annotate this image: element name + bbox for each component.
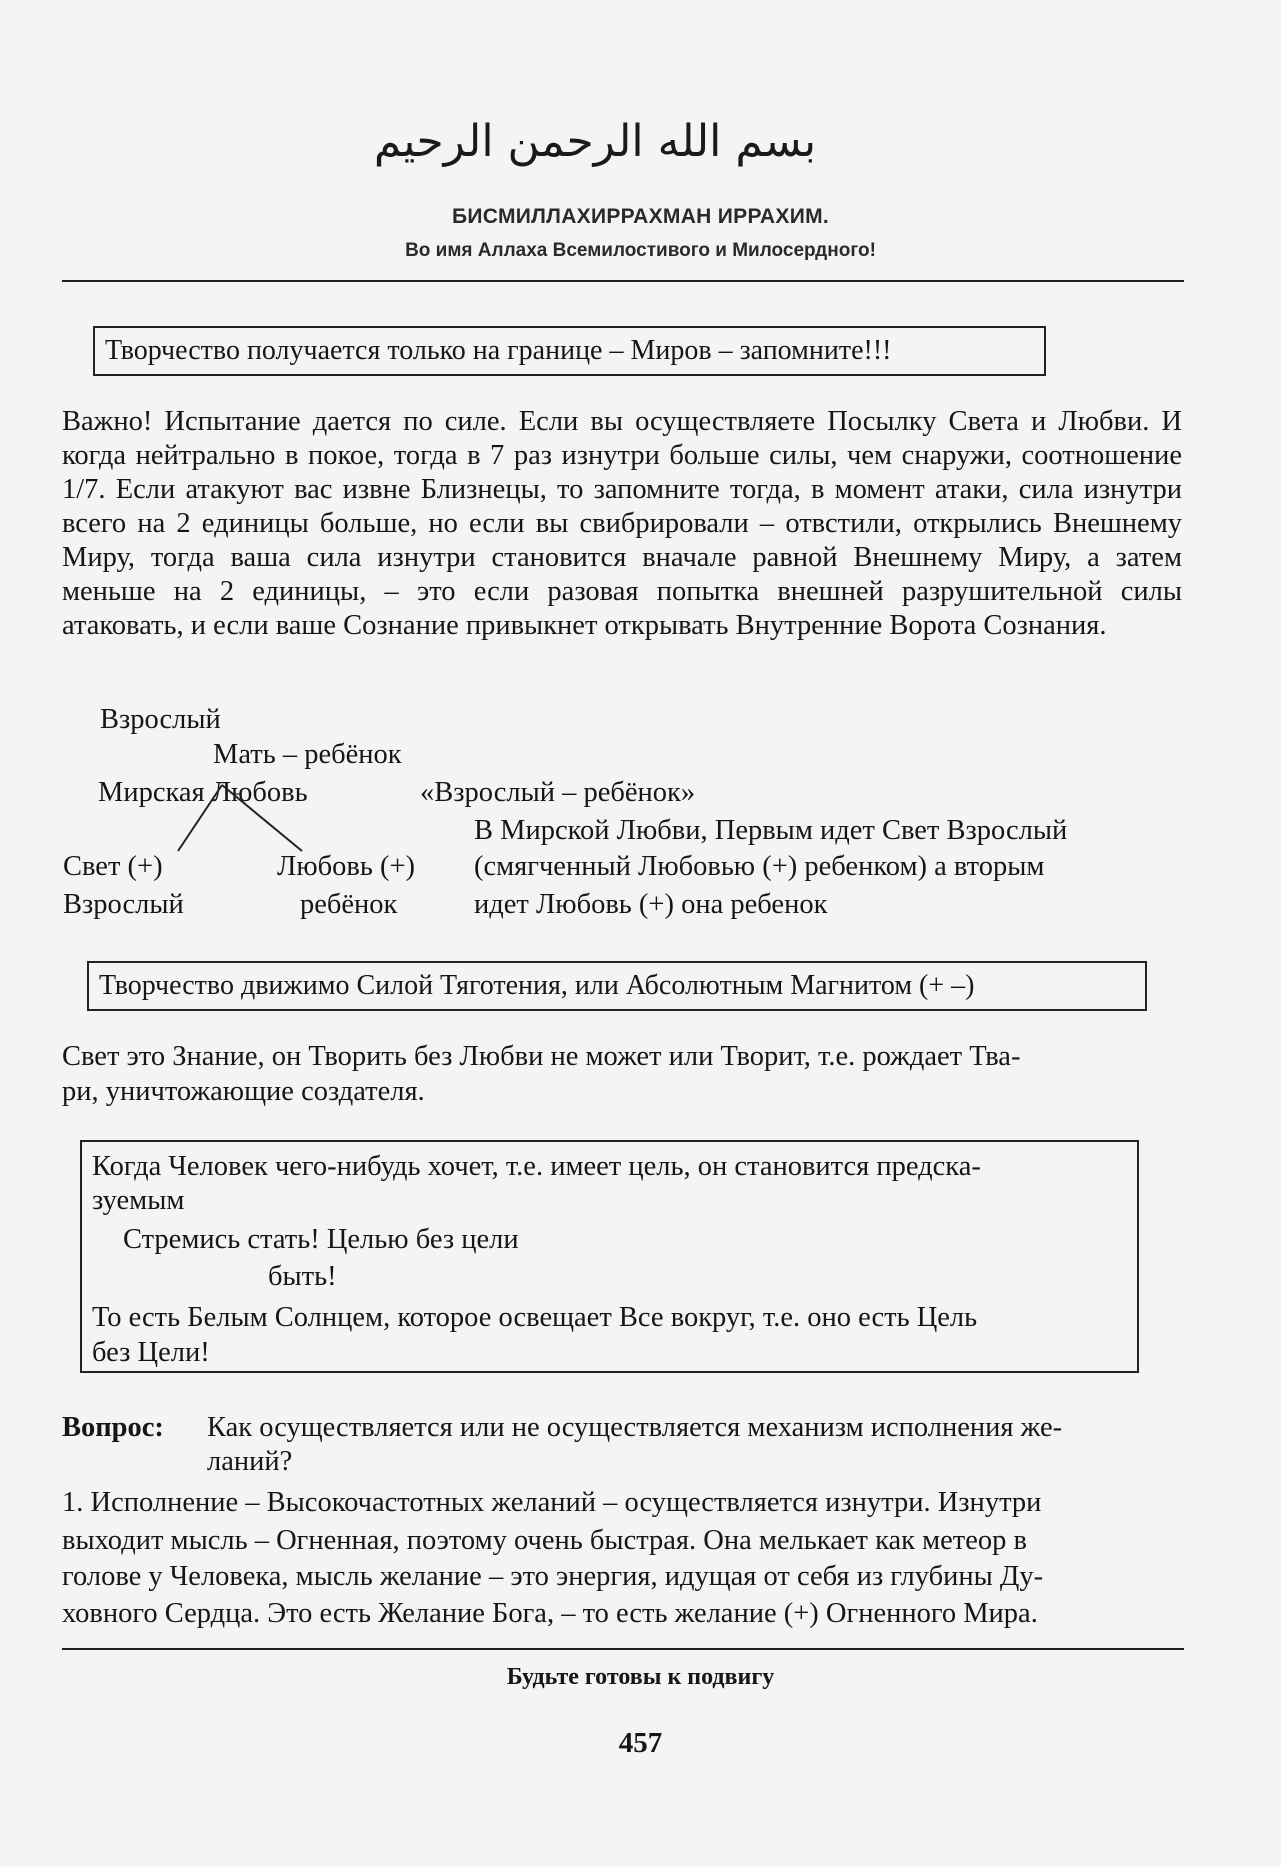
diagram-leaf-right-sub: ребёнок [300, 889, 398, 920]
diagram-explain-3: идет Любовь (+) она ребенок [474, 889, 828, 920]
header-subtitle: Во имя Аллаха Всемилостивого и Милосердного! [405, 240, 876, 261]
diagram-top-label: Взрослый [100, 704, 221, 735]
diagram-quote: «Взрослый – ребёнок» [420, 777, 696, 808]
diagram-mid-label: Мать – ребёнок [213, 739, 402, 770]
answer-line-4: ховного Сердца. Это есть Желание Бога, – то есть желание (+) Огненного Мира. [62, 1598, 1038, 1629]
answer-line-2: выходит мысль – Огненная, поэтому очень быстрая. Она мелькает как метеор в [62, 1525, 1027, 1556]
highlight-box-1: Творчество получается только на границе – Миров – запомните!!! [93, 326, 1046, 376]
diagram-branch-lines [170, 783, 350, 853]
highlight-box-2: Творчество движимо Силой Тяготения, или Абсолютным Магнитом (+ –) [87, 961, 1147, 1011]
diagram-root-label: Мирская Любовь [98, 777, 308, 808]
answer-line-3: голове у Человека, мысль желание – это энергия, идущая от себя из глубины Ду- [62, 1561, 1044, 1592]
box3-line-6: без Цели! [92, 1337, 210, 1368]
diagram-explain-1: В Мирской Любви, Первым идет Свет Взрослый [474, 815, 1068, 846]
branch-right-line [222, 785, 302, 851]
diagram-leaf-left-sub: Взрослый [63, 889, 184, 920]
paragraph-2-line-2: ри, уничтожающие создателя. [62, 1076, 425, 1107]
question-line-1: Как осуществляется или не осуществляется механизм исполнения же- [207, 1412, 1063, 1443]
box3-line-2: зуемым [92, 1185, 185, 1216]
header-title: БИСМИЛЛАХИРРАХМАН ИРРАХИМ. [451, 205, 830, 228]
box3-line-3: Стремись стать! Целью без цели [123, 1224, 519, 1255]
bismillah-calligraphy [373, 96, 817, 196]
branch-left-line [178, 785, 222, 851]
question-label: Вопрос: [62, 1412, 164, 1443]
question-line-2: ланий? [207, 1446, 293, 1477]
diagram-leaf-right: Любовь (+) [277, 851, 416, 882]
paragraph-1: Важно! Испытание дается по силе. Если вы осуществляете Посылку Света и Любви. И когда нейтрально в покое, тогда в 7 раз изнутри больше силы, чем снаружи, соотношение 1/7. Если атакуют вас извне Близнецы, то запомните тогда, в момент атаки, сила изнутри всего на 2 единицы больше, но если вы свибрировали – отвстили, открылись Внешнему Миру, тогда ваша сила изнутри становится вначале равной Внешнему Миру, а затем меньше на 2 единицы, – это если разовая попытка внешней разрушительной силы атаковать, и если ваше Сознание привыкнет открывать Внутренние Ворота Сознания. [62, 406, 1182, 641]
box3-line-4: быть! [268, 1261, 337, 1292]
footer-rule [62, 1648, 1184, 1650]
running-footer: Будьте готовы к подвигу [506, 1664, 775, 1690]
box3-line-1: Когда Человек чего-нибудь хочет, т.е. имеет цель, он становится предска- [92, 1151, 981, 1182]
page-number: 457 [618, 1727, 663, 1759]
answer-line-1: 1. Исполнение – Высокочастотных желаний – осуществляется изнутри. Изнутри [62, 1487, 1042, 1518]
box3-line-5: То есть Белым Солнцем, которое освещает Все вокруг, т.е. оно есть Цель [92, 1302, 978, 1333]
svg-text:بسم الله الرحمن الرحيم: بسم الله الرحمن الرحيم [373, 116, 817, 167]
diagram-explain-2: (смягченный Любовью (+) ребенком) а вторым [474, 851, 1045, 882]
header-rule [62, 280, 1184, 282]
paragraph-2-line-1: Свет это Знание, он Творить без Любви не может или Творит, т.е. рождает Тва- [62, 1041, 1021, 1072]
diagram-leaf-left: Свет (+) [63, 851, 163, 882]
